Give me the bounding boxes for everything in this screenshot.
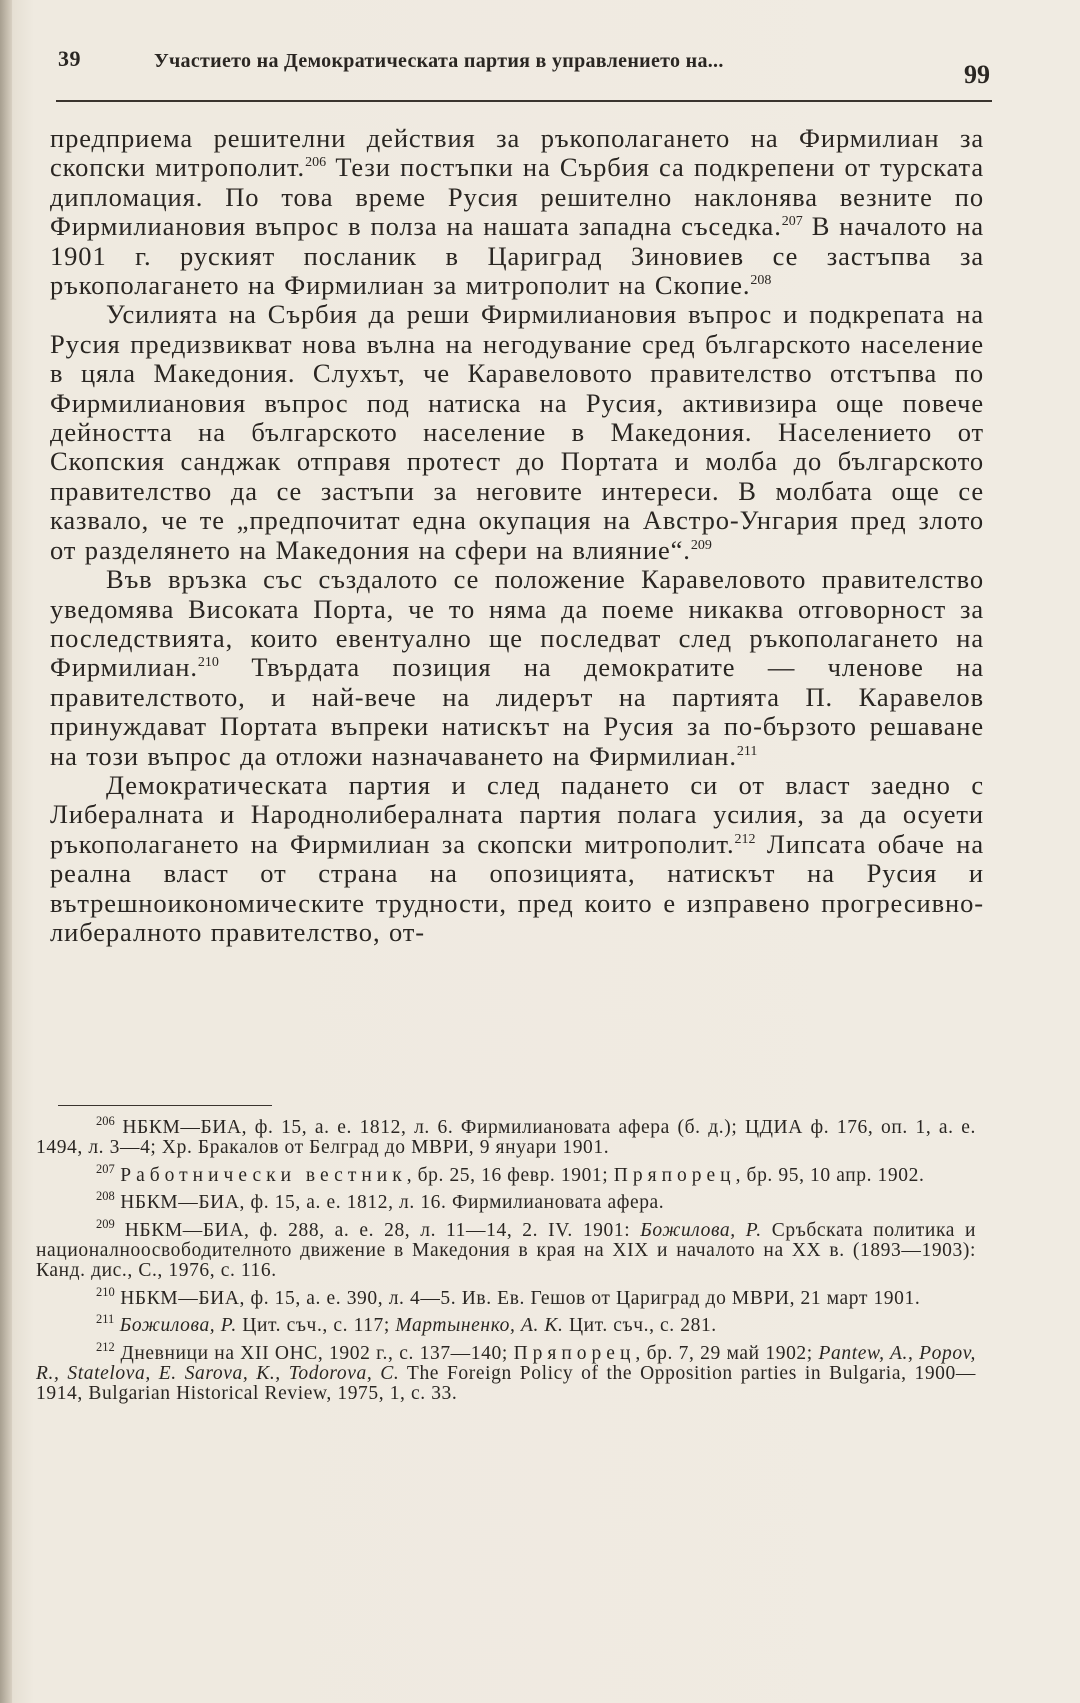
footnote-207 [36,1161,976,1186]
text-run: Тези постъпки на Сърбия са подкрепени от турската дипломация. По това време Русия решително наклонява везните по Фирмилиановия въпрос в полза на нашата западна съседка. [50,152,984,242]
footnote-text: НБКМ—БИА, ф. 15, а. е. 1812, л. 6. Фирмилиановата афера (б. д.); ЦДИА ф. 176, оп. 1, а. е. 1494, л. 3—4; Хр. Бракалов от Белград до МВРИ, 9 януари 1901. [36,1117,976,1159]
footnote-ref-209: 209 [690,537,712,553]
footnote-separator [58,1105,272,1106]
footnote-text: Сръбската политика и националноосвободителното движение в Македония в края на XIX и началото на XX в. (1893—1903): Канд. дис., С., 1976, с. 116. [36,1219,976,1282]
text-run: Във връзка със създалото се положение Каравеловото правителство уведомява Високата Порта, че то няма да поеме никаква отговорност за последствията, които евентуално ще последват след ръкополагането на Фирмилиан. [50,564,984,683]
footnote-author: Pantew, A., Popov, R., Statelova, E. Sarova, K., Todorova, C. [36,1342,976,1385]
paragraph-3 [50,565,984,771]
footnote-number: 209 [96,1216,115,1231]
header-rule [56,100,992,102]
footnote-text: НБКМ—БИА, ф. 15, а. е. 390, л. 4—5. Ив. Ев. Гешов от Цариград до МВРИ, 21 март 1901. [114,1287,921,1309]
footnote-text: , бр. 25, 16 февр. 1901; [406,1164,614,1186]
main-text [50,124,984,947]
paragraph-4 [50,771,984,947]
footnote-text: НБКМ—БИА, ф. 288, а. е. 28, л. 11—14, 2. IV. 1901: [114,1219,641,1241]
footnote-text: , бр. 7, 29 май 1902; [635,1342,819,1364]
footnote-number: 206 [96,1114,115,1128]
footnote-208 [36,1189,976,1214]
footnote-source-title: Работнически вестник [120,1164,407,1186]
footnote-ref-210: 210 [197,655,219,671]
footnote-ref-206: 206 [305,155,327,171]
footnote-ref-212: 212 [734,831,756,847]
footnote-ref-208: 208 [750,273,772,289]
footnote-text: , бр. 95, 10 апр. 1902. [735,1164,925,1186]
footnote-number: 211 [96,1312,115,1327]
footnote-text: Цит. съч., с. 117; [236,1315,396,1337]
book-spine-shadow [0,0,12,1703]
footnote-number: 207 [96,1161,115,1176]
text-run: Демократическата партия и след падането си от власт заедно с Либералната и Народнолибералната партия полага усилия, за да осуети ръкополагането на Фирмилиан за скопски митрополит. [50,769,984,859]
footnote-210 [36,1284,976,1309]
paragraph-2 [50,300,984,565]
footnote-211 [36,1312,976,1337]
text-run: предприема решителни действия за ръкополагането на Фирмилиан за скопски митрополит. [50,123,984,183]
footnote-author: Божилова, Р. [119,1315,237,1337]
chapter-number: 39 [58,46,81,71]
footnote-text: НБКМ—БИА, ф. 15, а. е. 1812, л. 16. Фирмилиановата афера. [114,1192,665,1214]
footnote-212 [36,1339,976,1405]
footnote-ref-207: 207 [781,214,803,230]
footnote-209 [36,1216,976,1282]
text-run: В началото на 1901 г. руският посланик в Цариград Зиновиев се застъпва за ръкополагането на Фирмилиан за митрополит на Скопие. [50,211,985,301]
page-number: 99 [964,60,990,89]
running-title: Участието на Демократическата партия в управлението на... [154,50,724,72]
paragraph-1 [50,124,984,300]
footnote-ref-211: 211 [736,743,758,759]
footnote-text: Дневници на XII ОНС, 1902 г., с. 137—140; [114,1342,514,1364]
text-run: Усилията на Сърбия да реши Фирмилиановия въпрос и подкрепата на Русия предизвикват нова вълна на негодувание сред българското население в цяла Македония. Слухът, че Каравеловото правителство отстъпва по Фирмилиановия въпрос под натиска на Русия, активизира още повече дейността на българското население в Македония. Населението от Скопския санджак отправя протест до Портата и молба до българското правителство да се застъпи за неговите интереси. В молбата още се казвало, че те „предпочитат една окупация на Австро-Унгария пред злото от разделянето на Македония на сфери на влияние“. [50,299,984,565]
footnote-number: 208 [96,1189,115,1204]
page-header [58,44,992,102]
footnote-source-title: Пряпорец [613,1164,736,1186]
footnote-number: 212 [96,1339,115,1354]
text-run: Липсата обаче на реална власт от страна на опозицията, натискът на Русия и вътрешноикономическите трудности, пред които е изправено прогресивно-либералното правителство, от- [50,828,984,947]
footnote-author: Мартыненко, А. К. [395,1315,564,1337]
footnote-number: 210 [96,1284,115,1299]
footnote-text: The Foreign Policy of the Opposition parties in Bulgaria, 1900—1914, Bulgarian Historical Review, 1975, 1, с. 33. [36,1363,976,1405]
footnotes [36,1114,976,1412]
text-run: Твърдата позиция на демократите — членове на правителството, и най-вече на лидерът на партията П. Каравелов принуждават Портата въпреки натискът на Русия за по-бързото решаване на този въпрос да отложи назначаването на Фирмилиан. [50,652,984,771]
footnote-source-title: Пряпорец [513,1342,636,1364]
footnote-author: Божилова, Р. [640,1219,762,1241]
footnote-206 [36,1114,976,1159]
footnote-text: Цит. съч., с. 281. [563,1315,717,1337]
